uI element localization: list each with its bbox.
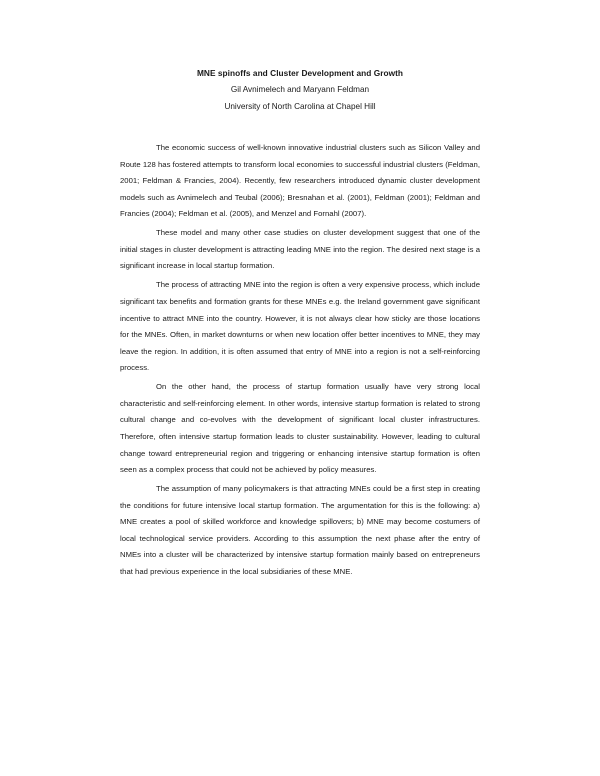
body-paragraph-5: The assumption of many policymakers is that attracting MNEs could be a first step in creating the conditions for future intensive local startup formation. The argumentation for this is the following: a) MNE creates a pool of skilled workforce and knowledge spillovers; b) MNE may become costumers of local technological service providers. According to this assumption the next phase after the entry of NMEs into a cluster will be characterized by intensive startup formation mainly based on entrepreneurs that had previous experience in the local subsidiaries of these MNE.	[120, 484, 480, 577]
document-title: MNE spinoffs and Cluster Development and Growth	[196, 68, 404, 78]
document-body	[120, 140, 480, 583]
document-affiliation: University of North Carolina at Chapel Hill	[224, 102, 376, 111]
body-paragraph-3: The process of attracting MNE into the region is often a very expensive process, which include significant tax benefits and formation grants for these MNEs e.g. the Ireland government gave significant incentive to attract MNE into the country. However, it is not always clear how sticky are those locations for the MNEs. Often, in market downturns or when new location offer better incentives to MNE, they may leave the region. In addition, it is often assumed that entry of MNE into a region is not a self-reinforcing process.	[120, 280, 480, 373]
document-header	[0, 66, 600, 115]
body-paragraph-4: On the other hand, the process of startup formation usually have very strong local characteristic and self-reinforcing element. In other words, intensive startup formation is related to strong cultural change and co-evolves with the development of significant local cluster infrastructures. Therefore, often intensive startup formation leads to cluster sustainability. However, leading to cultural change toward entrepreneurial region and triggering or enhancing intensive startup formation is often seen as a complex process that could not be achieved by policy measures.	[120, 382, 480, 475]
body-paragraph-1: The economic success of well-known innovative industrial clusters such as Silicon Valley and Route 128 has fostered attempts to transform local economies to successful industrial clusters (Feldman, 2001; Feldman & Francies, 2004). Recently, few researchers introduced dynamic cluster development models such as Avnimelech and Teubal (2006); Bresnahan et al. (2001), Feldman (2001); Feldman and Francies (2004); Feldman et al. (2005), and Menzel and Fornahl (2007).	[120, 143, 480, 219]
document-authors: Gil Avnimelech and Maryann Feldman	[230, 85, 370, 94]
body-paragraph-2: These model and many other case studies on cluster development suggest that one of the initial stages in cluster development is attracting leading MNE into the region. The desired next stage is a significant increase in local startup formation.	[120, 228, 480, 271]
